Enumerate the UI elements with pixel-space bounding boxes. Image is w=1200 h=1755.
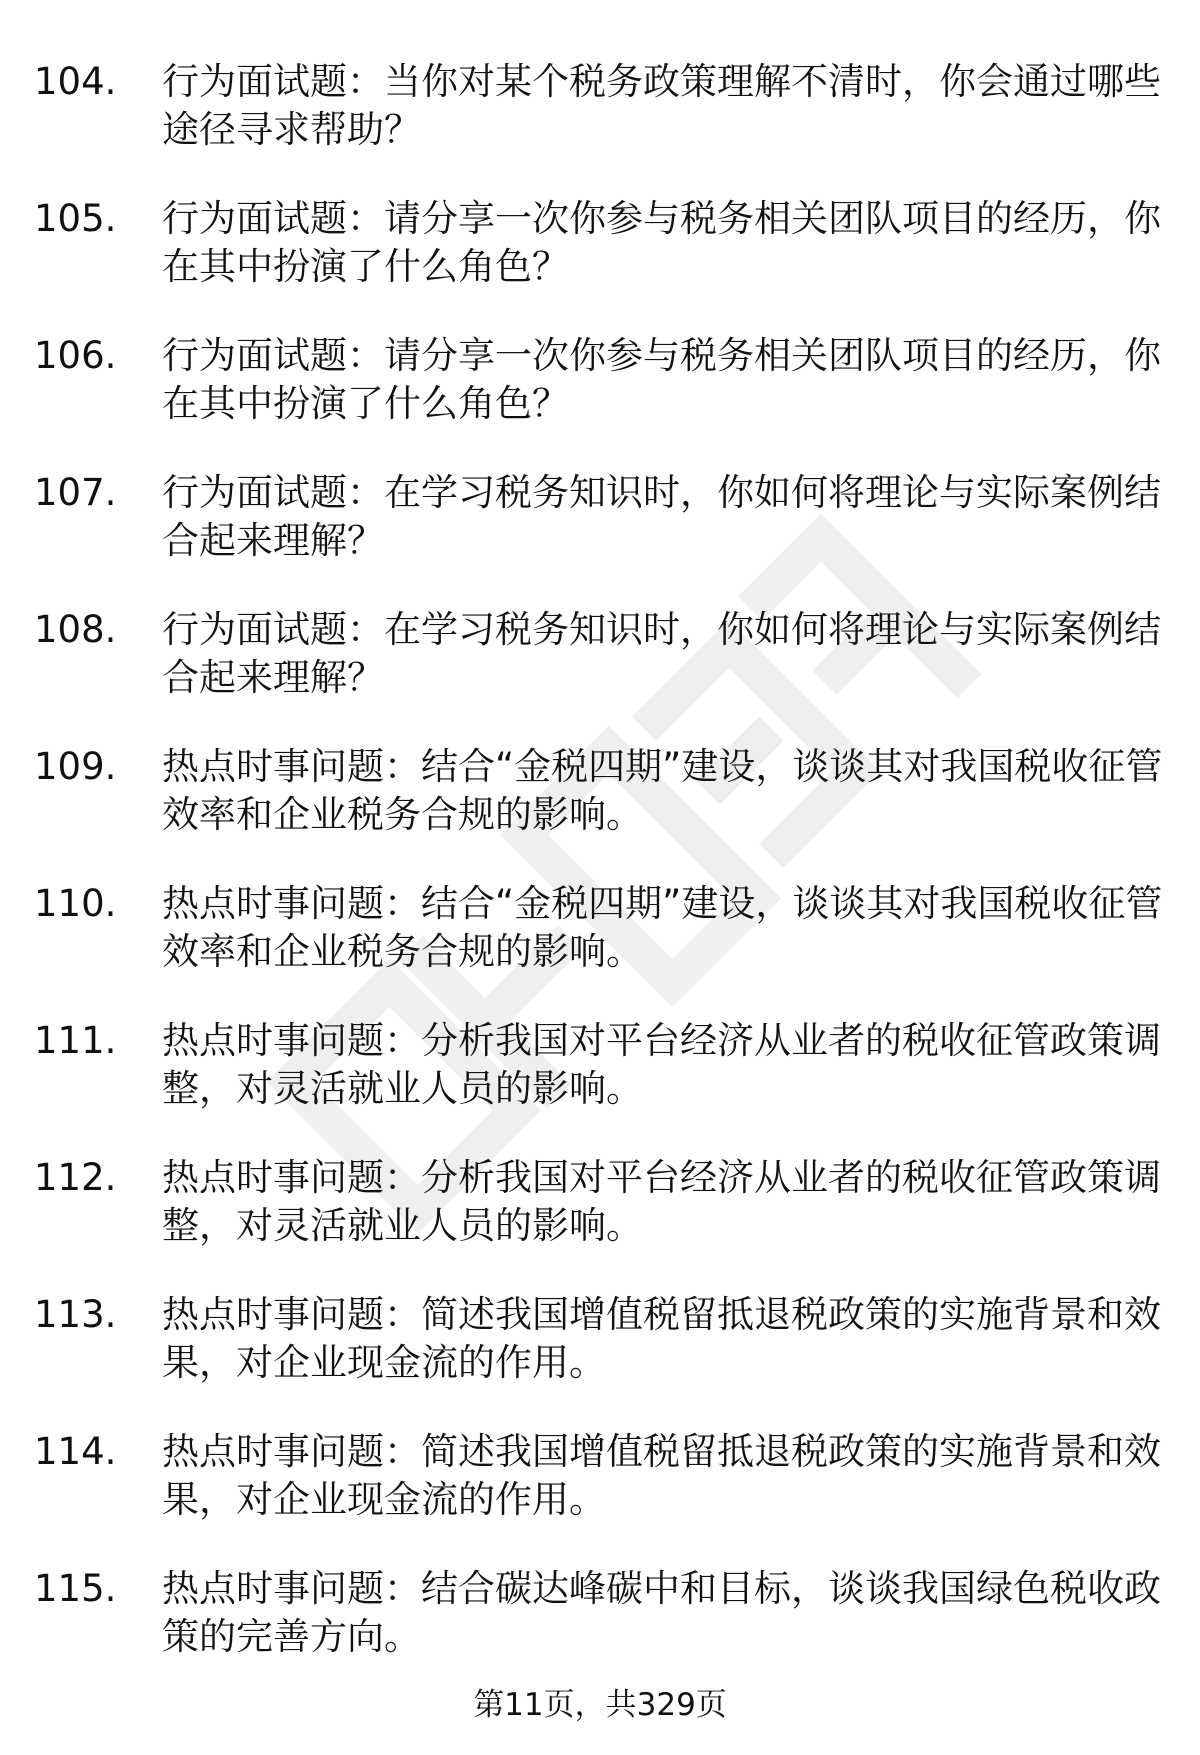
question-text: 热点时事问题：结合“金税四期”建设，谈谈其对我国税收征管效率和企业税务合规的影响。 — [162, 745, 1163, 836]
question-text: 热点时事问题：分析我国对平台经济从业者的税收征管政策调整，对灵活就业人员的影响。 — [162, 1156, 1161, 1247]
question-text: 行为面试题：当你对某个税务政策理解不清时，你会通过哪些途径寻求帮助？ — [162, 60, 1161, 151]
question-list — [34, 58, 1174, 1702]
question-text: 行为面试题：在学习税务知识时，你如何将理论与实际案例结合起来理解？ — [162, 608, 1161, 699]
question-text: 热点时事问题：分析我国对平台经济从业者的税收征管政策调整，对灵活就业人员的影响。 — [162, 1019, 1161, 1110]
question-item-113 — [34, 1291, 1174, 1387]
question-text: 热点时事问题：简述我国增值税留抵退税政策的实施背景和效果，对企业现金流的作用。 — [162, 1293, 1161, 1384]
question-number: 107. — [34, 471, 117, 514]
question-text: 行为面试题：请分享一次你参与税务相关团队项目的经历，你在其中扮演了什么角色？ — [162, 334, 1161, 425]
question-item-114 — [34, 1428, 1174, 1524]
question-number: 111. — [34, 1019, 117, 1062]
question-text: 行为面试题：请分享一次你参与税务相关团队项目的经历，你在其中扮演了什么角色？ — [162, 197, 1161, 288]
question-number: 112. — [34, 1156, 117, 1199]
question-number: 105. — [34, 197, 117, 240]
question-item-112 — [34, 1154, 1174, 1250]
question-text: 热点时事问题：结合“金税四期”建设，谈谈其对我国税收征管效率和企业税务合规的影响。 — [162, 882, 1163, 973]
question-number: 106. — [34, 334, 117, 377]
question-number: 110. — [34, 882, 117, 925]
question-item-108 — [34, 606, 1174, 702]
question-number: 113. — [34, 1293, 117, 1336]
question-number: 115. — [34, 1567, 117, 1610]
question-number: 114. — [34, 1430, 117, 1473]
question-item-106 — [34, 332, 1174, 428]
question-text: 热点时事问题：简述我国增值税留抵退税政策的实施背景和效果，对企业现金流的作用。 — [162, 1430, 1161, 1521]
question-item-111 — [34, 1017, 1174, 1113]
question-item-115 — [34, 1565, 1174, 1661]
question-item-107 — [34, 469, 1174, 565]
question-text: 热点时事问题：结合碳达峰碳中和目标，谈谈我国绿色税收政策的完善方向。 — [162, 1567, 1161, 1658]
question-number: 109. — [34, 745, 117, 788]
question-item-110 — [34, 880, 1174, 976]
question-item-109 — [34, 743, 1174, 839]
question-number: 108. — [34, 608, 117, 651]
question-item-104 — [34, 58, 1174, 154]
page-footer: 第11页，共329页 — [473, 1687, 727, 1723]
question-number: 104. — [34, 60, 117, 103]
question-item-105 — [34, 195, 1174, 291]
question-text: 行为面试题：在学习税务知识时，你如何将理论与实际案例结合起来理解？ — [162, 471, 1161, 562]
